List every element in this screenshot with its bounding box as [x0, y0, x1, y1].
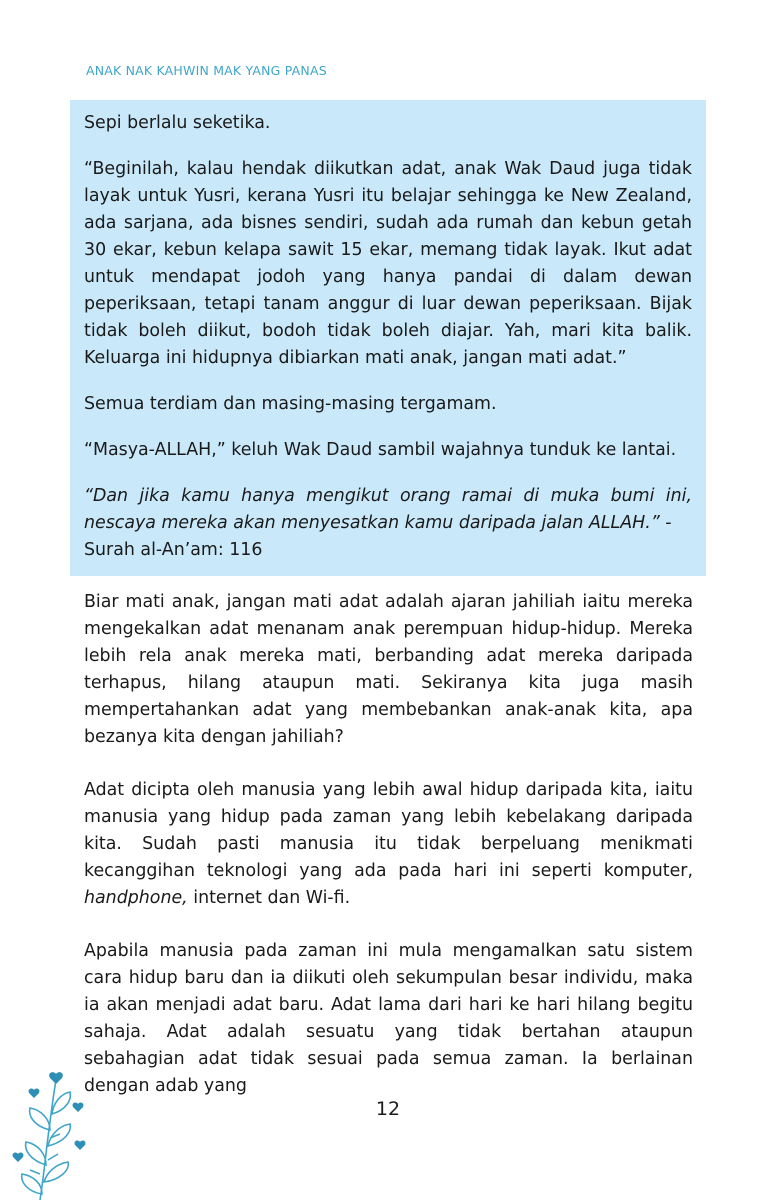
quote-text: “Dan jika kamu hanya mengikut orang ramai di muka bumi ini, nescaya mereka akan menyesatkan kamu daripada jalan ALLAH.”	[84, 486, 692, 533]
quran-quote	[84, 483, 692, 564]
box-paragraph-2: “Beginilah, kalau hendak diikutkan adat, anak Wak Daud juga tidak layak untuk Yusri, kerana Yusri itu belajar sehingga ke New Zealand, ada sarjana, ada bisnes sendiri, sudah ada rumah dan kebun getah 30 ekar, kebun kelapa sawit 15 ekar, memang tidak layak. Ikut adat untuk mendapat jodoh yang hanya pandai di dalam dewan peperiksaan, tetapi tanam anggur di luar dewan peperiksaan. Bijak tidak boleh diikut, bodoh tidak boleh diajar. Yah, mari kita balik. Keluarga ini hidupnya dibiarkan mati anak, jangan mati adat.”	[84, 159, 692, 368]
running-header: ANAK NAK KAHWIN MAK YANG PANAS	[86, 63, 327, 78]
leaf-vine-icon	[0, 1070, 110, 1200]
page-number: 12	[375, 1098, 401, 1120]
box-paragraph-1: Sepi berlalu seketika.	[84, 113, 271, 133]
body-paragraph-2	[84, 777, 693, 912]
quote-dash: -	[659, 513, 672, 533]
highlight-box	[70, 100, 706, 576]
body-paragraph-2-italic: handphone,	[84, 888, 188, 908]
body-text	[84, 589, 693, 1126]
body-paragraph-1: Biar mati anak, jangan mati adat adalah ajaran jahiliah iaitu mereka mengekalkan adat menanam anak perempuan hidup-hidup. Mereka lebih rela anak mereka mati, berbanding adat mereka daripada terhapus, hilang ataupun mati. Sekiranya kita juga masih mempertahankan adat yang membebankan anak-anak kita, apa bezanya kita dengan jahiliah?	[84, 592, 693, 747]
box-paragraph-3: Semua terdiam dan masing-masing tergamam.	[84, 394, 497, 414]
box-paragraph-4: “Masya-ALLAH,” keluh Wak Daud sambil wajahnya tunduk ke lantai.	[84, 440, 677, 460]
body-paragraph-2-end: internet dan Wi-fi.	[187, 888, 351, 908]
body-paragraph-3: Apabila manusia pada zaman ini mula mengamalkan satu sistem cara hidup baru dan ia diikuti oleh sekumpulan besar individu, maka ia akan menjadi adat baru. Adat lama dari hari ke hari hilang begitu sahaja. Adat adalah sesuatu yang tidak bertahan ataupun sebahagian adat tidak sesuai pada semua zaman. Ia berlainan dengan adab yang	[84, 941, 693, 1096]
body-paragraph-2-start: Adat dicipta oleh manusia yang lebih awal hidup daripada kita, iaitu manusia yang hidup pada zaman yang lebih kebelakang daripada kita. Sudah pasti manusia itu tidak berpeluang menikmati kecanggihan teknologi yang ada pada hari ini seperti komputer,	[84, 780, 693, 881]
quote-source: Surah al-An’am: 116	[84, 540, 263, 560]
